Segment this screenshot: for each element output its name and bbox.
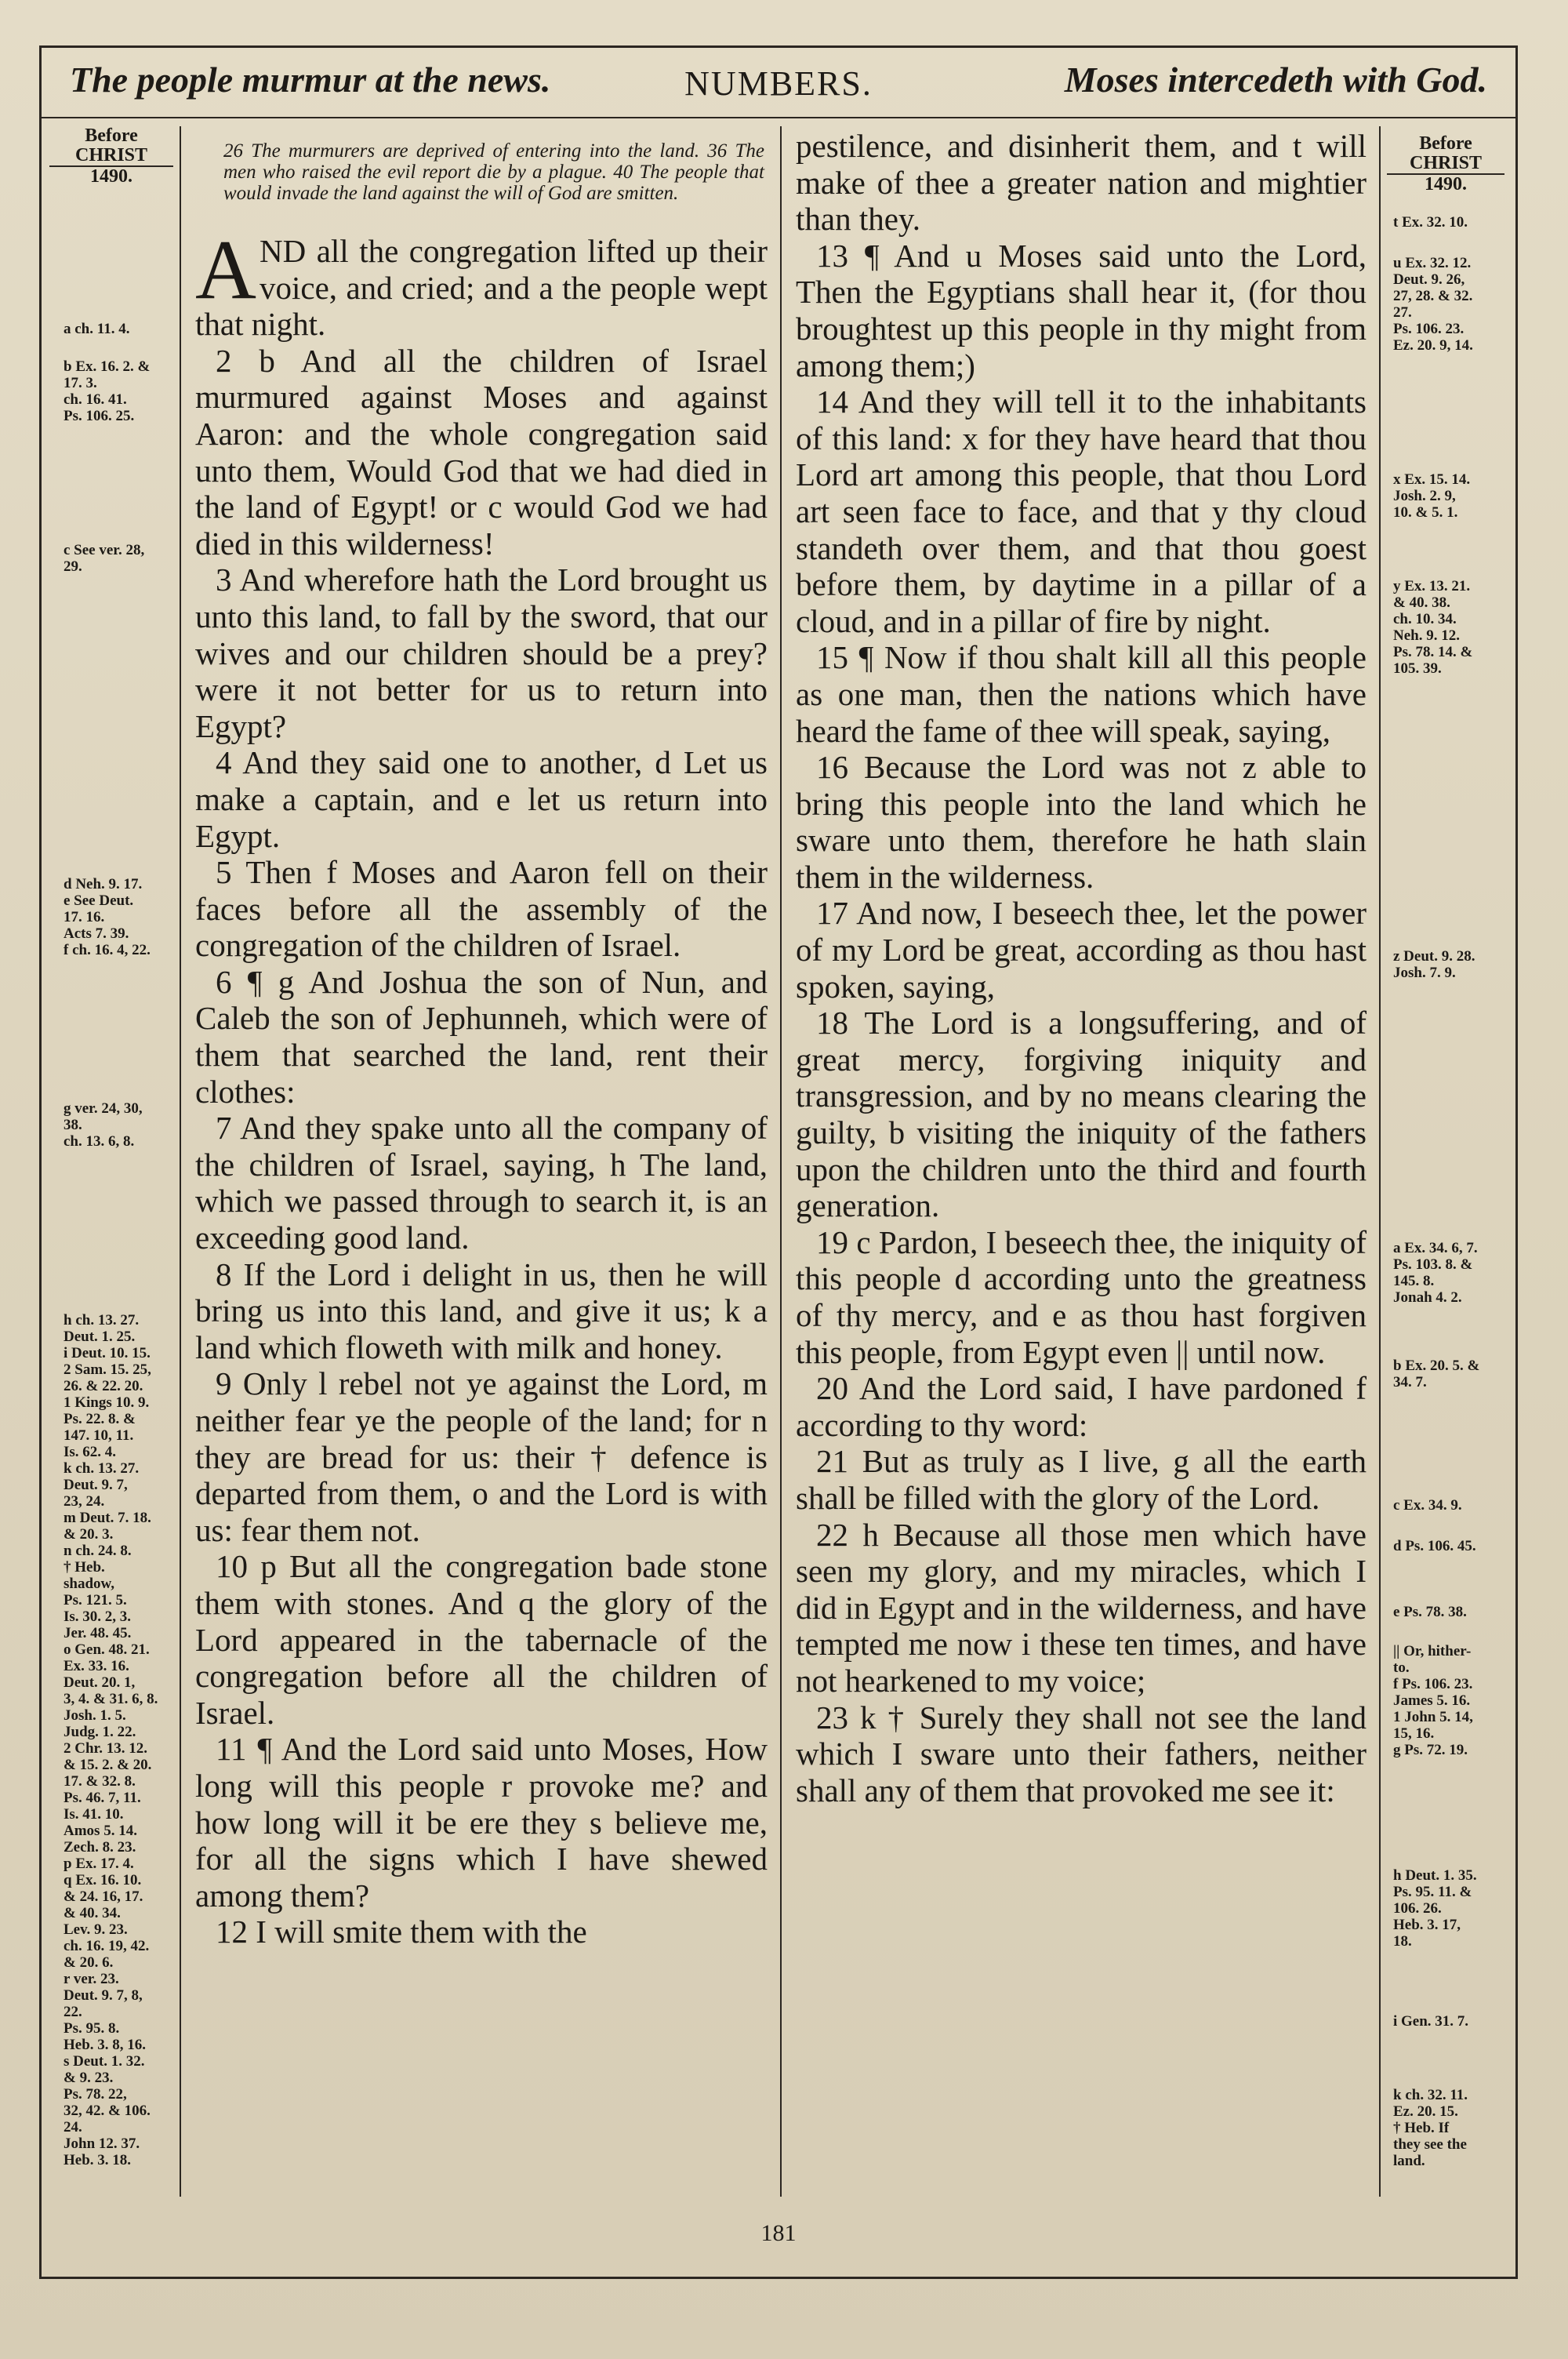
chapter-summary: 26 The murmurers are deprived of entering into the land. 36 The men who raised the evil report die by a plague. 40 The people that would invade the land against the will of God are smitten. [223, 140, 764, 204]
before-christ-right [1387, 134, 1504, 194]
verse: 16 Because the Lord was not z able to bring this people into the land which he sware unto them, therefore he hath slain them in the wilderness. [796, 749, 1367, 895]
cross-reference: g ver. 24, 30, 38. ch. 13. 6, 8. [64, 1100, 143, 1150]
cross-reference: h Deut. 1. 35. Ps. 95. 11. & 106. 26. Heb. 3. 17, 18. [1393, 1867, 1477, 1950]
cross-reference: u Ex. 32. 12. Deut. 9. 26, 27, 28. & 32. 27. Ps. 106. 23. Ez. 20. 9, 14. [1393, 255, 1473, 354]
verse: 13 ¶ And u Moses said unto the Lord, Then the Egyptians shall hear it, (for thou broughtest up this people in thy might from among them;) [796, 237, 1367, 383]
drop-cap: A [195, 224, 256, 317]
cross-reference: || Or, hither- to. f Ps. 106. 23. James 5. 16. 1 John 5. 14, 15, 16. g Ps. 72. 19. [1393, 1643, 1473, 1758]
verse: 4 And they said one to another, d Let us make a captain, and e let us return into Egypt. [195, 744, 768, 854]
center-column-rule [780, 126, 782, 2197]
cross-reference: d Ps. 106. 45. [1393, 1538, 1476, 1554]
verse: 20 And the Lord said, I have pardoned f according to thy word: [796, 1370, 1367, 1443]
verse: 12 I will smite them with the [216, 1914, 587, 1950]
cross-reference: x Ex. 15. 14. Josh. 2. 9, 10. & 5. 1. [1393, 471, 1471, 521]
verse: 19 c Pardon, I beseech thee, the iniquity of this people d according unto the greatness of thy mercy, and e as thou hast forgiven this people, from Egypt even || until now. [796, 1223, 1367, 1370]
cross-reference: z Deut. 9. 28. Josh. 7. 9. [1393, 948, 1475, 981]
verse: 23 k † Surely they shall not see the land which I sware unto their fathers, neither shall any of them that provoked me see it: [796, 1699, 1367, 1808]
cross-reference: d Neh. 9. 17. e See Deut. 17. 16. Acts 7. 39. f ch. 16. 4, 22. [64, 876, 151, 958]
cross-reference: e Ps. 78. 38. [1393, 1604, 1467, 1620]
before-christ-label: Before [85, 125, 138, 146]
verse: 22 h Because all those men which have seen my glory, and my miracles, which I did in Egypt and in the wilderness, and have tempted me now i these ten times, and have not hearkened to my voice; [796, 1516, 1367, 1699]
running-header [42, 48, 1515, 118]
cross-reference: h ch. 13. 27. Deut. 1. 25. i Deut. 10. 15. 2 Sam. 15. 25, 26. & 22. 20. 1 Kings 10. 9. Ps. 22. 8. & 147. 10, 11. Is. 62. 4. k ch. 13. 27. Deut. 9. 7, 23, 24. m Deut. 7. 18. & 20. 3. n ch. 24. 8. † Heb. shadow, Ps. 121. 5. Is. 30. 2, 3. Jer. 48. 45. o Gen. 48. 21. Ex. 33. 16. Deut. 20. 1, 3, 4. & 31. 6, 8. Josh. 1. 5. Judg. 1. 22. 2 Chr. 13. 12. & 15. 2. & 20. 17. & 32. 8. Ps. 46. 7, 11. Is. 41. 10. Amos 5. 14. Zech. 8. 23. p Ex. 17. 4. q Ex. 16. 10. & 24. 16, 17. & 40. 34. Lev. 9. 23. ch. 16. 19, 42. & 20. 6. r ver. 23. Deut. 9. 7, 8, 22. Ps. 95. 8. Heb. 3. 8, 16. s Deut. 1. 32. & 9. 23. Ps. 78. 22, 32, 42. & 106. 24. John 12. 37. Heb. 3. 18. [64, 1312, 158, 2168]
cross-reference: k ch. 32. 11. Ez. 20. 15. † Heb. If they see the land. [1393, 2087, 1468, 2169]
verse: 2 b And all the children of Israel murmured against Moses and against Aaron: and the whole congregation said unto them, Would God that we had died in the land of Egypt! or c would God we had died in this wilderness! [195, 342, 768, 562]
verse: 11 ¶ And the Lord said unto Moses, How long will this people r provoke me? and how long will it be ere they s believe me, for all the signs which I have shewed among them? [195, 1731, 768, 1914]
cross-reference: t Ex. 32. 10. [1393, 214, 1468, 231]
page-number: 181 [760, 2220, 797, 2246]
verse: 17 And now, I beseech thee, let the power of my Lord be great, according as thou hast spoken, saying, [796, 895, 1367, 1005]
verse: pestilence, and disinherit them, and t will make of thee a greater nation and mightier than they. [796, 128, 1367, 238]
right-margin-rule [1379, 126, 1381, 2197]
cross-reference: a ch. 11. 4. [64, 321, 130, 337]
header-right-title: Moses intercedeth with God. [1064, 60, 1487, 100]
verse: 10 p But all the congregation bade stone them with stones. And q the glory of the Lord appeared in the tabernacle of the congregation before all the children of Israel. [195, 1548, 768, 1731]
cross-reference: a Ex. 34. 6, 7. Ps. 103. 8. & 145. 8. Jonah 4. 2. [1393, 1240, 1478, 1306]
verse: 7 And they spake unto all the company of the children of Israel, saying, h The land, which we passed through to search it, is an exceeding good land. [195, 1110, 768, 1256]
cross-reference: i Gen. 31. 7. [1393, 2013, 1469, 2030]
verse: 6 ¶ g And Joshua the son of Nun, and Caleb the son of Jephunneh, which were of them that searched the land, rent their clothes: [195, 963, 768, 1110]
page-frame [39, 45, 1518, 2279]
verse: 5 Then f Moses and Aaron fell on their faces before all the assembly of the congregation of the children of Israel. [195, 854, 768, 964]
verse: 14 And they will tell it to the inhabitants of this land: x for they have heard that thou Lord art among this people, that thou Lord art seen face to face, and that y thy cloud standeth over them, and that thou goest before them, by daytime in a pillar of a cloud, and in a pillar of fire by night. [796, 383, 1367, 639]
right-text-column [796, 128, 1367, 1808]
left-text-column [195, 224, 768, 1950]
header-left-title: The people murmur at the news. [70, 60, 551, 100]
before-christ-left [49, 126, 173, 187]
cross-reference: b Ex. 20. 5. & 34. 7. [1393, 1358, 1480, 1390]
verse-text: ND all the congregation lifted up their voice, and cried; and a the people wept that night. [195, 233, 768, 343]
cross-reference: c Ex. 34. 9. [1393, 1497, 1462, 1514]
verse: 15 ¶ Now if thou shalt kill all this people as one man, then the nations which have heard the fame of thee will speak, saying, [796, 639, 1367, 749]
book-title: NUMBERS. [684, 64, 873, 103]
verse: 3 And wherefore hath the Lord brought us unto this land, to fall by the sword, that our wives and our children should be a prey? were it not better for us to return into Egypt? [195, 562, 768, 744]
year-label: 1490. [1387, 173, 1504, 194]
christ-label: CHRIST [74, 145, 148, 165]
verse: 8 If the Lord i delight in us, then he will bring us into this land, and give it us; k a land which floweth with milk and honey. [195, 1256, 768, 1365]
before-christ-label: Before [1419, 133, 1472, 154]
verse: 9 Only l rebel not ye against the Lord, m neither fear ye the people of the land; for n they are bread for us: their † defence is departed from them, o and the Lord is with us: fear them not. [195, 1365, 768, 1548]
cross-reference: b Ex. 16. 2. & 17. 3. ch. 16. 41. Ps. 106. 25. [64, 358, 151, 424]
left-margin-rule [180, 126, 181, 2197]
cross-reference: c See ver. 28, 29. [64, 542, 145, 575]
christ-label: CHRIST [1409, 153, 1483, 173]
year-label: 1490. [49, 165, 173, 187]
verse [195, 224, 768, 343]
verse: 18 The Lord is a longsuffering, and of great mercy, forgiving iniquity and transgression, and by no means clearing the guilty, b visiting the iniquity of the fathers upon the children unto the third and fourth generation. [796, 1005, 1367, 1224]
verse: 21 But as truly as I live, g all the earth shall be filled with the glory of the Lord. [796, 1443, 1367, 1516]
cross-reference: y Ex. 13. 21. & 40. 38. ch. 10. 34. Neh. 9. 12. Ps. 78. 14. & 105. 39. [1393, 578, 1473, 677]
